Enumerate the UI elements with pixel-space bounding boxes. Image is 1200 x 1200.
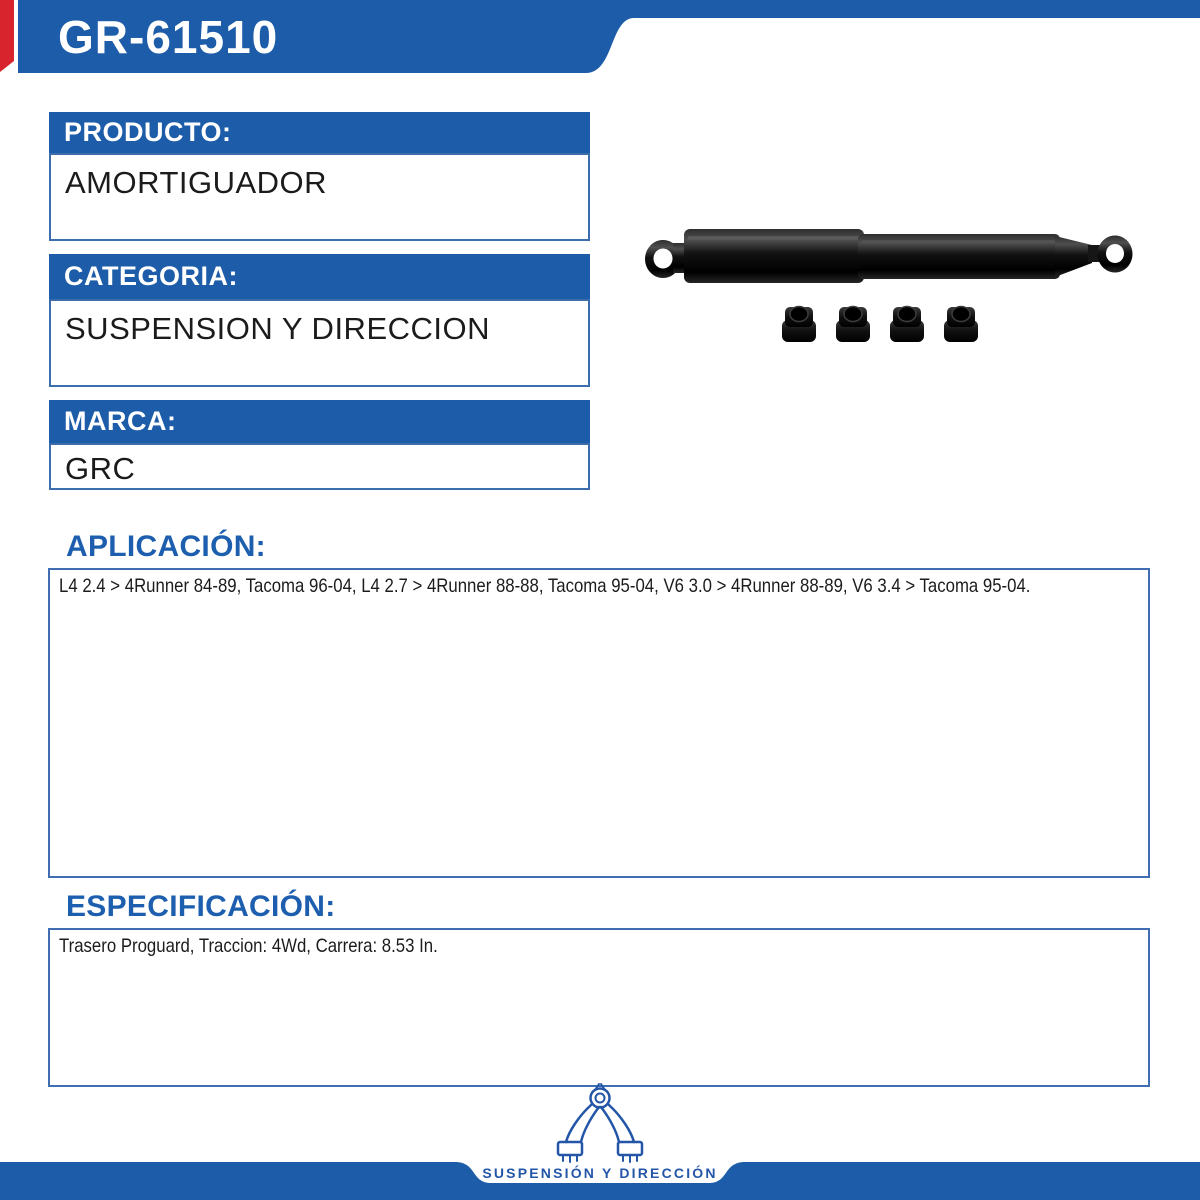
aplicacion-title: APLICACIÓN: [66,530,266,563]
especificacion-title: ESPECIFICACIÓN: [66,890,336,923]
bushing-icon [890,307,924,343]
marca-label: MARCA: [49,400,590,443]
header-red-ribbon [0,0,14,72]
field-marca [49,400,590,490]
categoria-value: SUSPENSION Y DIRECCION [49,299,590,387]
bushing-icon [944,307,978,343]
producto-label: PRODUCTO: [49,112,590,153]
shock-absorber-image [620,200,1160,380]
footer-tagline: SUSPENSIÓN Y DIRECCIÓN [482,1165,718,1181]
control-arm-icon [558,1084,642,1162]
producto-value: AMORTIGUADOR [49,153,590,241]
bushing-icon [836,307,870,343]
right-eyelet [1098,236,1133,273]
aplicacion-text: L4 2.4 > 4Runner 84-89, Tacoma 96-04, L4 2.7 > 4Runner 88-88, Tacoma 95-04, V6 3.0 > 4Runner 88-89, V6 3.4 > Tacoma 95-04. [59,575,1031,597]
categoria-label: CATEGORIA: [49,254,590,299]
marca-value: GRC [49,443,590,490]
field-categoria [49,254,590,387]
especificacion-box [48,928,1150,1087]
bushing-icon [782,307,816,343]
left-eyelet [645,240,689,278]
field-producto [49,112,590,241]
aplicacion-box [48,568,1150,878]
shock-taper [1055,236,1092,277]
bushing-set [782,307,978,343]
especificacion-text: Trasero Proguard, Traccion: 4Wd, Carrera: 8.53 In. [59,935,438,957]
footer-banner [0,1080,1200,1200]
part-number-title: GR-61510 [58,11,279,63]
